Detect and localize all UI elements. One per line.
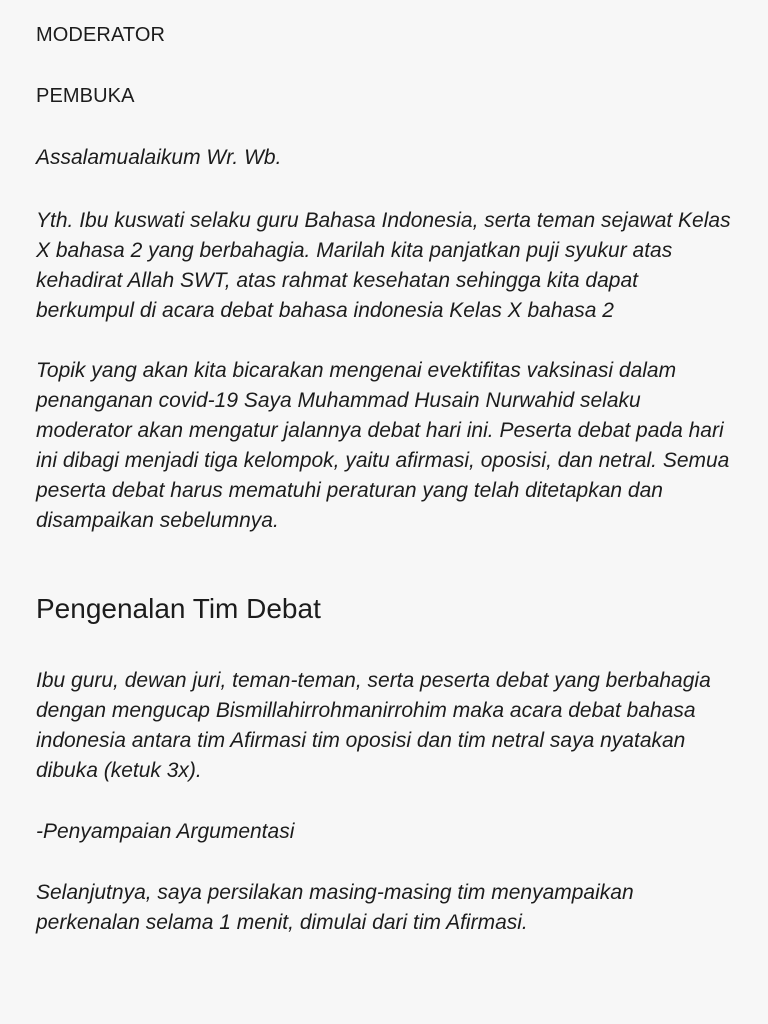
opening-paragraph: Yth. Ibu kuswati selaku guru Bahasa Indonesia, serta teman sejawat Kelas X bahasa 2 yang berbahagia. Marilah kita panjatkan puji syukur atas kehadirat Allah SWT, atas rahmat kesehatan sehingga kita dapat berkumpul di acara debat bahasa indonesia Kelas X bahasa 2	[36, 209, 731, 322]
moderator-label: MODERATOR	[36, 24, 166, 46]
greeting-text: Assalamualaikum Wr. Wb.	[36, 146, 282, 169]
argument-subheading: -Penyampaian Argumentasi	[36, 820, 295, 843]
pembuka-label: PEMBUKA	[36, 85, 135, 107]
topic-paragraph: Topik yang akan kita bicarakan mengenai evektifitas vaksinasi dalam penanganan covid-19 Saya Muhammad Husain Nurwahid selaku moderator akan mengatur jalannya debat hari ini. Peserta debat pada hari ini dibagi menjadi tiga kelompok, yaitu afirmasi, oposisi, dan netral. Semua peserta debat harus mematuhi peraturan yang telah ditetapkan dan disampaikan sebelumnya.	[36, 359, 730, 532]
team-intro-paragraph: Ibu guru, dewan juri, teman-teman, serta peserta debat yang berbahagia dengan mengucap Bismillahirrohmanirrohim maka acara debat bahasa indonesia antara tim Afirmasi tim oposisi dan tim netral saya nyatakan dibuka (ketuk 3x).	[36, 669, 711, 782]
section-heading: Pengenalan Tim Debat	[36, 593, 321, 624]
closing-paragraph: Selanjutnya, saya persilakan masing-masing tim menyampaikan perkenalan selama 1 menit, dimulai dari tim Afirmasi.	[36, 881, 634, 934]
